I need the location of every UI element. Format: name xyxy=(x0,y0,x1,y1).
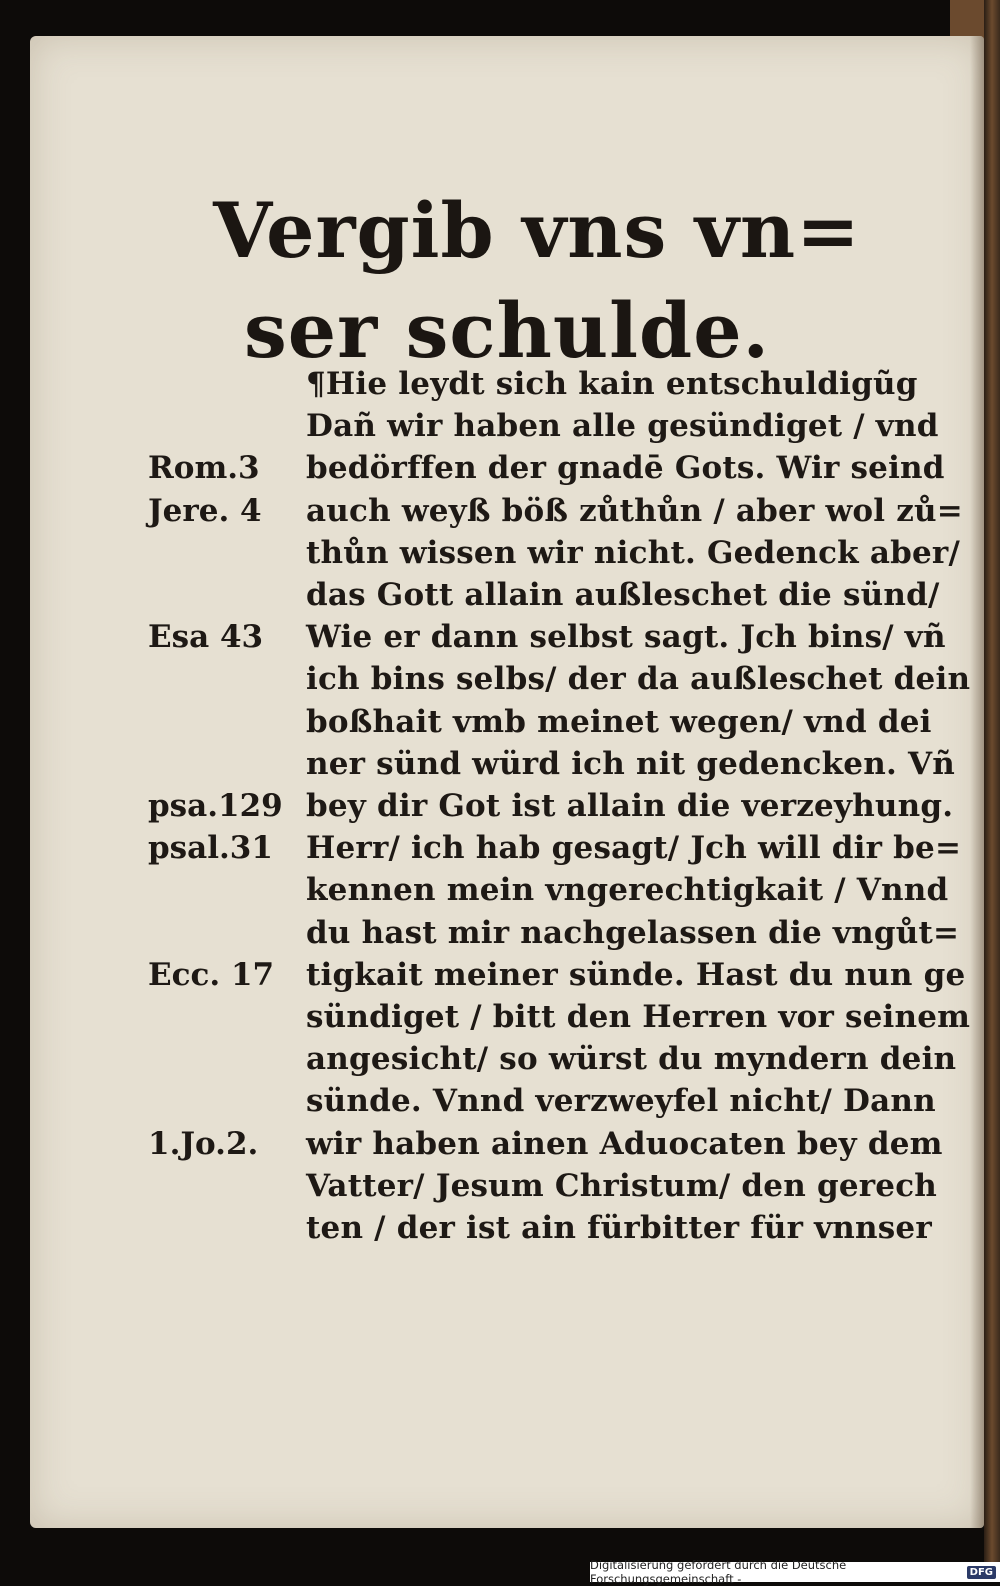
dfg-logo: DFG xyxy=(967,1566,996,1579)
margin-reference: 1.Jo.2. xyxy=(148,1125,259,1162)
text-line: ten / der ist ain fürbitter für vnnser xyxy=(306,1210,932,1246)
credit-text: Digitalisierung gefördert durch die Deutsche Forschungsgemeinschaft - xyxy=(590,1558,847,1586)
text-line: kennen mein vngerechtigkait / Vnnd xyxy=(306,872,949,909)
text-line: ich bins selbs/ der da außleschet dein xyxy=(306,661,971,698)
text-line: wir haben ainen Aduocaten bey dem xyxy=(306,1125,943,1162)
margin-reference: Esa 43 xyxy=(148,619,264,656)
chapter-title-line-2: ser schulde. xyxy=(243,286,771,375)
text-line: Wie er dann selbst sagt. Jch bins/ vñ xyxy=(306,619,946,656)
text-line: sündiget / bitt den Herren vor seinem xyxy=(306,999,971,1035)
book-page xyxy=(30,36,984,1528)
digitization-credit xyxy=(590,1558,1000,1586)
text-line: du hast mir nachgelassen die vngůt= xyxy=(306,914,960,951)
text-line: Herr/ ich hab gesagt/ Jch will dir be= xyxy=(306,830,962,867)
text-line: angesicht/ so würst du myndern dein xyxy=(306,1041,957,1078)
margin-reference: psa.129 xyxy=(148,788,283,824)
text-line: sünde. Vnnd verzweyfel nicht/ Dann xyxy=(306,1083,936,1120)
chapter-title-line-1: Vergib vns vn= xyxy=(213,186,861,275)
text-line: thůn wissen wir nicht. Gedenck aber/ xyxy=(306,534,960,571)
margin-reference: psal.31 xyxy=(148,830,273,867)
text-line: das Gott allain außleschet die sünd/ xyxy=(306,577,940,613)
margin-reference: Jere. 4 xyxy=(148,492,262,529)
text-line: ¶Hie leydt sich kain entschuldigũg xyxy=(306,366,918,402)
text-line: ner sünd würd ich nit gedencken. Vñ xyxy=(306,745,955,782)
text-line: bey dir Got ist allain die verzeyhung. xyxy=(306,788,954,824)
text-line: Dañ wir haben alle gesündiget / vnd xyxy=(306,408,939,445)
text-line: auch weyß böß zůthůn / aber wol zů= xyxy=(306,492,963,529)
text-line: boßhait vmb meinet wegen/ vnd dei xyxy=(306,703,932,740)
text-line: Vatter/ Jesum Christum/ den gerech xyxy=(306,1167,938,1204)
text-line: bedörffen der gnadē Gots. Wir seind xyxy=(306,450,945,487)
margin-reference: Ecc. 17 xyxy=(148,956,275,993)
margin-reference: Rom.3 xyxy=(148,450,260,487)
text-line: tigkait meiner sünde. Hast du nun ge xyxy=(306,956,966,993)
